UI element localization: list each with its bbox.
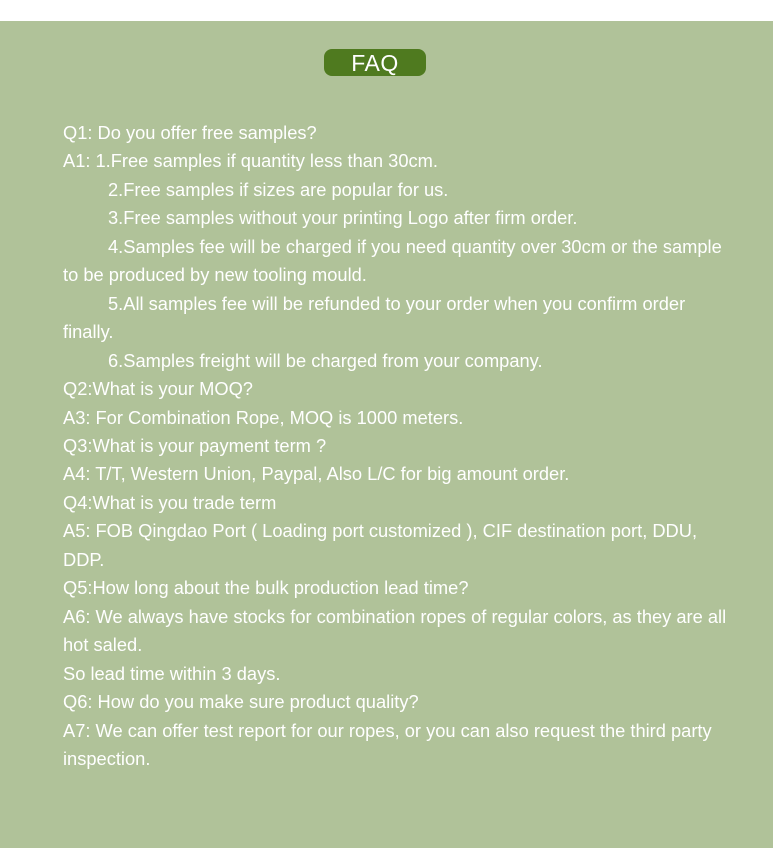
faq-line: Q2:What is your MOQ?	[63, 378, 253, 400]
faq-line: So lead time within 3 days.	[63, 662, 281, 684]
faq-title-badge: FAQ	[324, 49, 426, 76]
faq-line: A1: 1.Free samples if quantity less than 30cm.	[63, 150, 438, 172]
faq-line: 2.Free samples if sizes are popular for us.	[108, 178, 449, 200]
faq-line: A3: For Combination Rope, MOQ is 1000 meters.	[63, 406, 464, 428]
faq-line: 3.Free samples without your printing Logo after firm order.	[108, 207, 578, 229]
faq-line: 4.Samples fee will be charged if you need quantity over 30cm or the sample to be produced by new tooling mould.	[63, 235, 722, 286]
faq-line: Q5:How long about the bulk production lead time?	[63, 577, 469, 599]
faq-content	[63, 119, 728, 773]
faq-line: 5.All samples fee will be refunded to your order when you confirm order finally.	[63, 292, 686, 343]
faq-line: Q1: Do you offer free samples?	[63, 122, 317, 143]
faq-line: A5: FOB Qingdao Port ( Loading port customized ), CIF destination port, DDU, DDP.	[63, 520, 698, 570]
faq-line: A6: We always have stocks for combination ropes of regular colors, as they are all hot saled.	[63, 605, 727, 656]
faq-line: Q4:What is you trade term	[63, 491, 277, 513]
faq-panel	[0, 21, 773, 848]
faq-line: A7: We can offer test report for our ropes, or you can also request the third party inspection.	[63, 719, 712, 769]
faq-line: A4: T/T, Western Union, Paypal, Also L/C for big amount order.	[63, 463, 570, 485]
faq-line: Q3:What is your payment term ?	[63, 434, 327, 456]
faq-line: Q6: How do you make sure product quality?	[63, 691, 419, 713]
faq-line: 6.Samples freight will be charged from your company.	[108, 349, 543, 371]
